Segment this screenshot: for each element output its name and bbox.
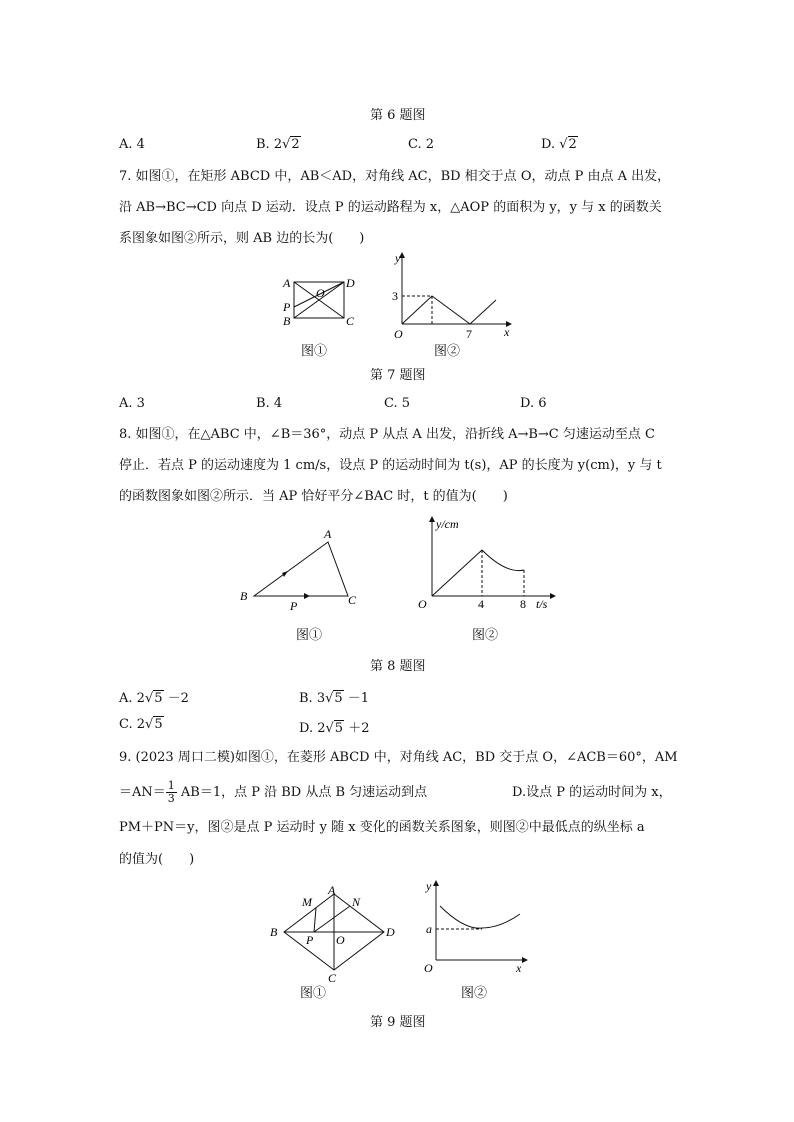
q8-option-c: C. 2√5	[119, 717, 163, 732]
q7-fig1-label: 图①	[301, 344, 328, 359]
q8-triangle-figure	[236, 526, 361, 614]
q9-graph	[412, 876, 532, 976]
q7-graph-y: y	[395, 251, 401, 265]
q9-graph-x: x	[516, 961, 522, 975]
q8-graph-tick-4: 4	[478, 597, 484, 611]
q9-line-3: PM＋PN＝y，图②是点 P 运动时 y 随 x 变化的函数关系图象，则图②中最低点的纵坐标 a	[119, 820, 645, 835]
q8-line-2: 停止．若点 P 的运动速度为 1 cm/s，设点 P 的运动时间为 t(s)，AP 的长度为 y(cm)，y 与 t	[119, 458, 662, 473]
q9-fig1-label: 图①	[300, 986, 327, 1001]
q9-label-c: C	[328, 971, 337, 985]
q6-option-b: B. 2√2	[256, 137, 300, 152]
q6-option-c: C. 2	[408, 137, 435, 152]
q9-graph-o: O	[424, 961, 433, 975]
q8-graph-x: t/s	[536, 597, 548, 611]
q7-graph	[386, 250, 516, 342]
q6-caption: 第 6 题图	[370, 108, 426, 123]
q9-label-n: N	[352, 895, 361, 909]
q9-fig2-label: 图②	[461, 986, 488, 1001]
q8-option-d: D. 2√5 ＋2	[299, 721, 370, 736]
q7-line-1: 7. 如图①，在矩形 ABCD 中，AB＜AD，对角线 AC，BD 相交于点 O，动点 P 由点 A 出发，	[119, 169, 671, 184]
q8-label-p: P	[290, 599, 298, 613]
q6-option-d: D. √2	[541, 137, 577, 152]
q7-graph-tick-7: 7	[466, 327, 472, 341]
q8-option-a: A. 2√5 －2	[119, 691, 189, 706]
q9-label-a: A	[328, 883, 336, 897]
q8-graph-tick-8: 8	[520, 597, 526, 611]
q9-label-o: O	[336, 933, 345, 947]
q7-option-b: B. 4	[256, 396, 283, 411]
q8-fig1-label: 图①	[296, 628, 323, 643]
q7-line-2: 沿 AB→BC→CD 向点 D 运动．设点 P 的运动路程为 x，△AOP 的面积为 y，y 与 x 的函数关	[119, 200, 662, 215]
q7-label-p: P	[283, 300, 291, 314]
q7-option-d: D. 6	[520, 396, 547, 411]
q7-label-a: A	[283, 276, 291, 290]
q8-graph-o: O	[418, 597, 427, 611]
q8-label-a: A	[324, 527, 332, 541]
q7-option-a: A. 3	[119, 396, 145, 411]
q8-caption: 第 8 题图	[370, 659, 426, 674]
q8-label-b: B	[240, 589, 248, 603]
q9-graph-a: a	[426, 922, 432, 936]
q9-label-p: P	[306, 933, 314, 947]
q9-label-d: D	[386, 925, 395, 939]
q8-option-b: B. 3√5 －1	[299, 691, 370, 706]
q9-line-2-right: D.设点 P 的运动时间为 x，	[512, 785, 672, 800]
q7-label-c: C	[346, 314, 355, 328]
q8-graph	[408, 512, 558, 612]
q9-graph-y: y	[426, 879, 432, 893]
q6-option-a: A. 4	[119, 137, 145, 152]
q7-graph-tick-3: 3	[392, 289, 398, 303]
q7-label-o: O	[316, 286, 325, 300]
q7-option-c: C. 5	[384, 396, 411, 411]
q9-line-4: 的值为( )	[119, 852, 195, 867]
q8-line-1: 8. 如图①，在△ABC 中，∠B＝36°，动点 P 从点 A 出发，沿折线 A→B→C 匀速运动至点 C	[119, 427, 655, 442]
q7-graph-x: x	[504, 325, 510, 339]
q7-label-d: D	[346, 276, 355, 290]
q7-graph-o: O	[394, 327, 403, 341]
q7-caption: 第 7 题图	[370, 368, 426, 383]
q7-fig2-label: 图②	[434, 344, 461, 359]
q9-caption: 第 9 题图	[370, 1015, 426, 1030]
q9-label-m: M	[302, 895, 312, 909]
q8-label-c: C	[348, 593, 357, 607]
q9-line-2: ＝AN＝ $\frac{1}{3}$ AB＝1，点 P 沿 BD 从点 B 匀速运动到点	[119, 779, 428, 805]
q8-line-3: 的函数图象如图②所示．当 AP 恰好平分∠BAC 时，t 的值为( )	[119, 489, 508, 504]
q9-rhombus-figure	[264, 883, 399, 990]
q9-label-b: B	[270, 925, 278, 939]
q7-label-b: B	[283, 314, 291, 328]
q8-graph-y: y/cm	[436, 517, 459, 531]
q7-line-3: 系图象如图②所示，则 AB 边的长为( )	[119, 231, 365, 246]
q7-rectangle-figure	[280, 275, 355, 335]
q9-line-1: 9. (2023 周口二模)如图①，在菱形 ABCD 中，对角线 AC，BD 交于点 O，∠ACB＝60°，AM	[119, 750, 678, 765]
q8-fig2-label: 图②	[472, 628, 499, 643]
